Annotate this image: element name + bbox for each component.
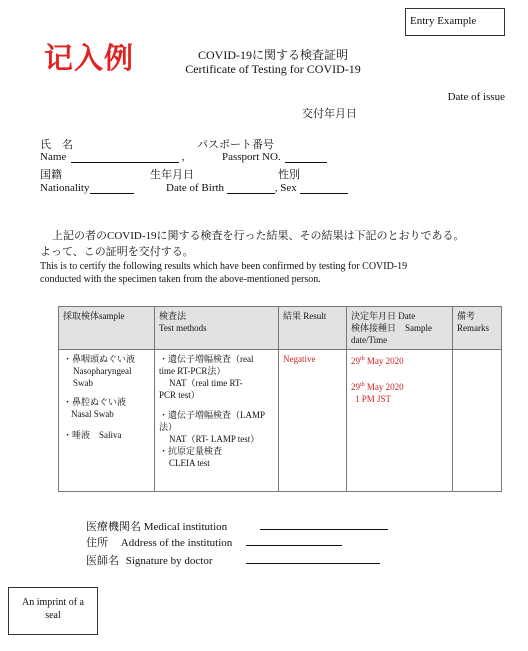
passport-row bbox=[222, 151, 327, 163]
address-field[interactable] bbox=[246, 534, 342, 546]
title-en: Certificate of Testing for COVID-19 bbox=[185, 62, 361, 76]
name-field[interactable] bbox=[71, 151, 179, 163]
entry-example-stamp: 记入例 bbox=[44, 41, 135, 75]
institution-label-en: Medical institution bbox=[143, 521, 228, 533]
doctor-signature-field[interactable] bbox=[246, 552, 380, 564]
institution-row bbox=[86, 518, 227, 534]
date-of-issue-jp: 交付年月日 bbox=[302, 108, 357, 120]
table-header-row bbox=[59, 307, 502, 350]
result-value: Negative bbox=[283, 354, 316, 364]
name-row bbox=[40, 151, 185, 163]
entry-example-box bbox=[405, 8, 505, 36]
table-row bbox=[59, 350, 502, 492]
date-sample: 29th May 2020 bbox=[351, 382, 404, 392]
doctor-label-en: Signature by doctor bbox=[125, 555, 213, 567]
entry-example-label: Entry Example bbox=[410, 15, 477, 27]
passport-field[interactable] bbox=[285, 151, 327, 163]
header-date: 決定年月日 Date 検体接種日 Sample date/Time bbox=[347, 307, 453, 350]
header-method: 検査法 Test methods bbox=[155, 307, 279, 350]
sex-field[interactable] bbox=[300, 182, 348, 194]
seal-label: An imprint of a seal bbox=[22, 597, 84, 621]
seal-box bbox=[8, 587, 98, 635]
nationality-field[interactable] bbox=[90, 182, 134, 194]
header-sample: 採取検体sample bbox=[59, 307, 155, 350]
doctor-row bbox=[86, 552, 213, 568]
name-label-en: Name bbox=[40, 151, 67, 163]
method-cell: ・遺伝子増幅検査（real time RT-PCR法） NAT（real time RT- PCR test） ・遺伝子増幅検査（LAMP 法） NAT（RT- LAMP test） ・抗原定量検査 CLEIA test bbox=[155, 350, 279, 492]
sex-label-en: Sex bbox=[280, 182, 297, 194]
institution-label-jp: 医療機関名 bbox=[86, 521, 141, 533]
remarks-cell bbox=[453, 350, 502, 492]
results-table bbox=[58, 306, 502, 492]
nationality-label-jp: 国籍 bbox=[40, 169, 62, 181]
sample-time: 1 PM JST bbox=[355, 394, 392, 404]
passport-label-jp: パスポート番号 bbox=[197, 139, 274, 151]
address-row bbox=[86, 534, 232, 550]
sex-label-jp: 性別 bbox=[278, 169, 300, 181]
nationality-label-en: Nationality bbox=[40, 182, 90, 194]
date-cell bbox=[347, 350, 453, 492]
certify-jp-1: 上記の者のCOVID-19に関する検査を行った結果、その結果は下記のとおりである。 bbox=[52, 230, 465, 242]
name-label-jp: 氏 名 bbox=[40, 139, 73, 151]
header-result: 結果 Result bbox=[279, 307, 347, 350]
date-decided: 29th May 2020 bbox=[351, 356, 404, 366]
certify-en-2: conducted with the specimen taken from the above-mentioned person. bbox=[40, 274, 321, 285]
dob-comma: , bbox=[274, 182, 278, 194]
certify-jp-2: よって、この証明を交付する。 bbox=[40, 246, 194, 258]
name-comma: , bbox=[181, 151, 185, 163]
dob-label-en: Date of Birth bbox=[166, 182, 225, 194]
results-table-wrap bbox=[58, 306, 502, 492]
dob-field[interactable] bbox=[227, 182, 275, 194]
result-cell bbox=[279, 350, 347, 492]
date-of-issue-en: Date of issue bbox=[447, 91, 505, 103]
nationality-row bbox=[40, 182, 134, 194]
address-label-jp: 住所 bbox=[86, 537, 108, 549]
passport-label-en: Passport NO. bbox=[222, 151, 281, 163]
dob-label-jp: 生年月日 bbox=[150, 169, 194, 181]
sample-cell: ・鼻咽頭ぬぐい液 Nasopharyngeal Swab ・鼻腔ぬぐい液 Nasal Swab ・唾液 Saliva bbox=[59, 350, 155, 492]
doctor-label-jp: 医師名 bbox=[86, 555, 119, 567]
address-label-en: Address of the institution bbox=[120, 537, 233, 549]
institution-field[interactable] bbox=[260, 518, 388, 530]
header-remarks: 備考 Remarks bbox=[453, 307, 502, 350]
title-jp: COVID-19に関する検査証明 bbox=[198, 48, 348, 62]
certify-en-1: This is to certify the following results which have been confirmed by testing for COVID-19 bbox=[40, 261, 408, 272]
dob-row bbox=[166, 182, 348, 194]
